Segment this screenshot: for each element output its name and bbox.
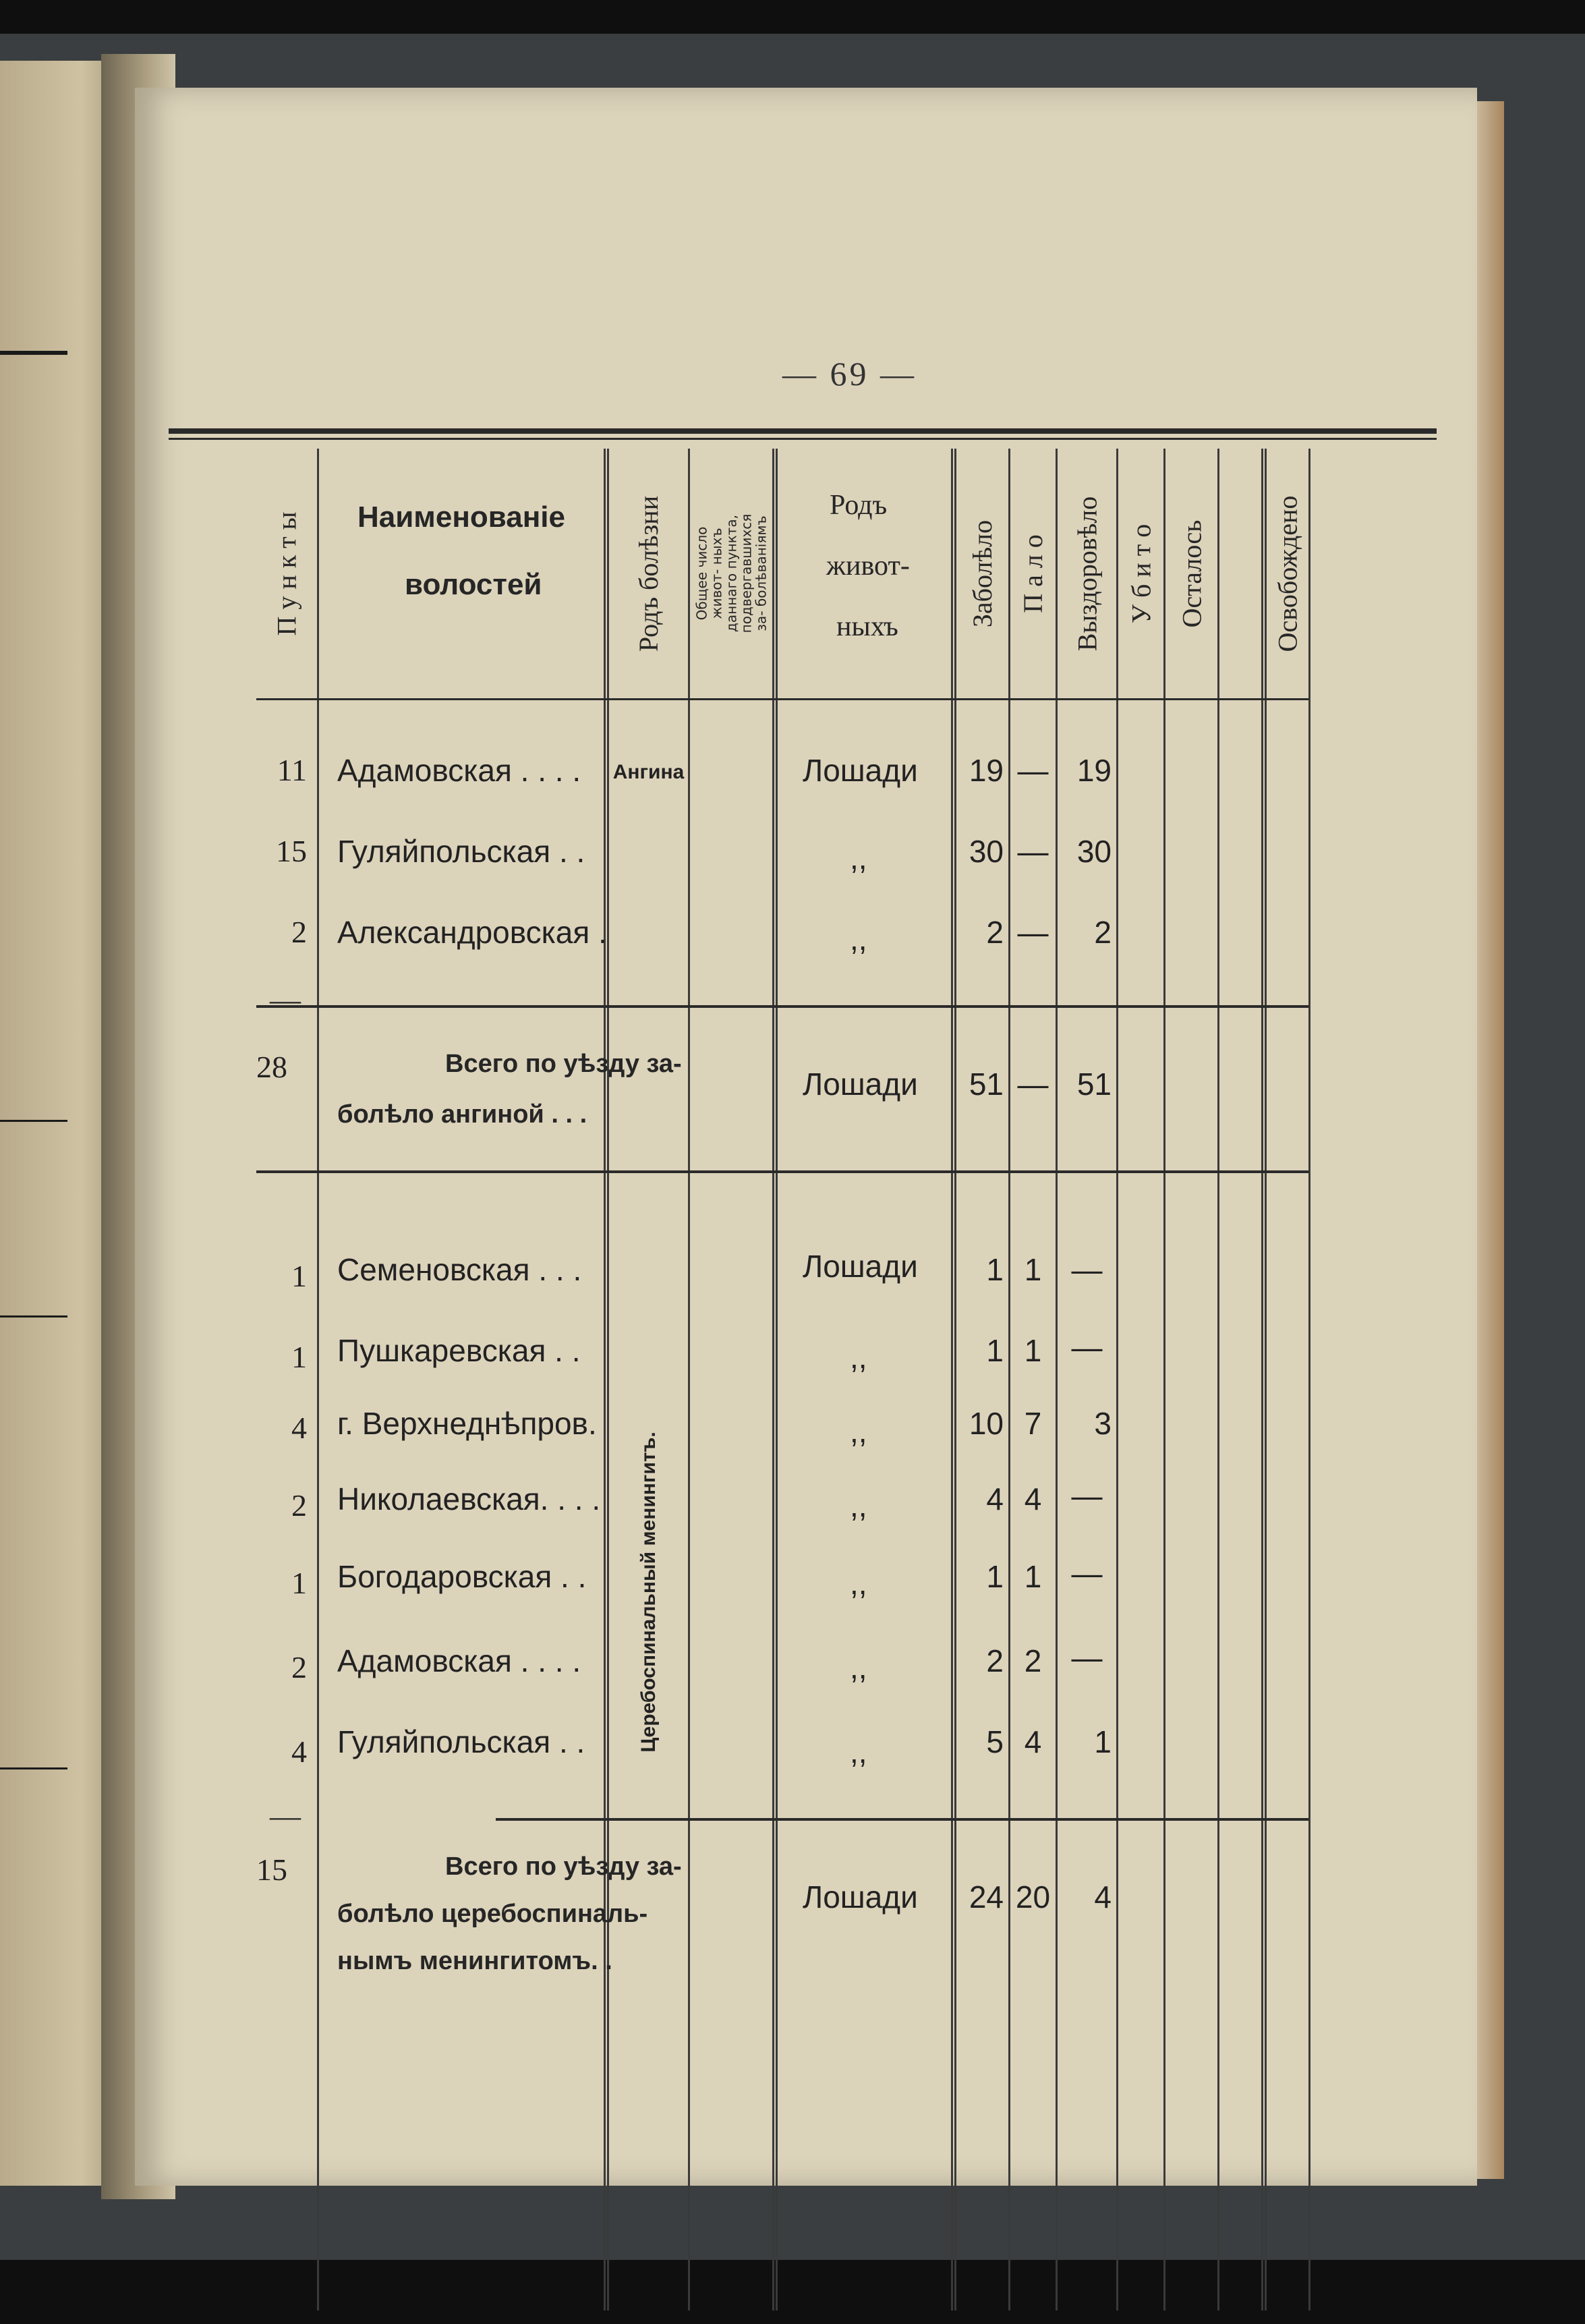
col-divider	[1056, 449, 1058, 2311]
men-row-7-animal: ,,	[850, 1734, 867, 1769]
top-rule	[169, 428, 1437, 434]
angina-row-3-zab: 2	[986, 915, 1004, 950]
angina-total-punkt: 28	[256, 1050, 287, 1084]
col-divider	[1261, 449, 1263, 2311]
angina-row-1-zab: 19	[969, 753, 1004, 788]
col-divider	[604, 449, 606, 2311]
men-row-3-palo: 7	[1024, 1406, 1042, 1441]
angina-row-3-vyz: 2	[1094, 915, 1112, 950]
men-row-2-palo: 1	[1024, 1333, 1042, 1368]
angina-group-bottom-rule	[256, 1170, 1308, 1173]
header-naimenovanie: Наименованіе	[357, 501, 565, 534]
angina-total-dash: —	[270, 982, 301, 1017]
men-row-3-name: г. Верхнеднѣпров.	[337, 1406, 597, 1441]
men-row-3-zab: 10	[969, 1406, 1004, 1441]
col-divider	[1163, 449, 1165, 2311]
col-divider	[1265, 449, 1267, 2311]
men-row-3-punkt: 4	[291, 1411, 307, 1445]
men-row-4-zab: 4	[986, 1481, 1004, 1517]
left-page-header	[13, 398, 34, 654]
col-divider	[1308, 449, 1310, 2311]
left-page-rule	[0, 1767, 67, 1769]
men-row-6-vyz: —	[1071, 1640, 1103, 1675]
header-rod-bolezni: Родъ болѣзни	[633, 495, 664, 652]
header-rod-1: Родъ	[830, 490, 888, 521]
header-palo: П а л о	[1018, 534, 1049, 613]
header-ostalos: Осталось	[1176, 519, 1207, 627]
men-row-2-zab: 1	[986, 1333, 1004, 1368]
angina-total-palo: —	[1017, 1067, 1049, 1102]
men-row-5-zab: 1	[986, 1559, 1004, 1594]
men-row-1-vyz: —	[1071, 1252, 1103, 1287]
col-divider	[954, 449, 956, 2311]
men-row-2-animal: ,,	[850, 1340, 867, 1375]
disease-meningitis: Церебоспинальный менингитъ.	[637, 1432, 660, 1753]
men-total-label-2: болѣло церебоспиналь-	[337, 1900, 648, 1928]
men-row-3-animal: ,,	[850, 1414, 867, 1449]
men-total-zab: 24	[969, 1879, 1004, 1915]
col-divider	[317, 449, 319, 2311]
men-row-2-vyz: —	[1071, 1330, 1103, 1365]
men-row-1-palo: 1	[1024, 1252, 1042, 1287]
men-total-rule	[496, 1818, 1308, 1821]
men-row-4-palo: 4	[1024, 1481, 1042, 1517]
men-row-2-punkt: 1	[291, 1340, 307, 1374]
angina-row-3-punkt: 2	[291, 915, 307, 949]
top-rule-thin	[169, 438, 1437, 440]
men-row-7-vyz: 1	[1094, 1724, 1112, 1759]
col-divider	[1008, 449, 1010, 2311]
men-row-6-punkt: 2	[291, 1650, 307, 1684]
angina-total-zab: 51	[969, 1067, 1004, 1102]
angina-row-2-palo: —	[1017, 834, 1049, 869]
angina-total-animal: Лошади	[803, 1067, 918, 1102]
men-row-6-animal: ,,	[850, 1650, 867, 1685]
header-zabolelo: Заболѣло	[967, 519, 998, 627]
angina-row-2-zab: 30	[969, 834, 1004, 869]
header-obshchee-chislo: Общее число живот- ныхъ даннаго пункта, подвергавшихся за- болѣваніямъ	[693, 513, 770, 633]
men-row-4-name: Николаевская. . . .	[337, 1481, 601, 1517]
angina-row-1-vyz: 19	[1076, 753, 1112, 788]
header-rod-3: ныхъ	[836, 611, 898, 642]
left-page-rule	[0, 1120, 67, 1122]
angina-row-1-punkt: 11	[277, 753, 307, 787]
header-ubito: У б и т о	[1126, 523, 1156, 623]
angina-total-label-2: болѣло ангиной . . .	[337, 1100, 587, 1129]
disease-angina: Ангина	[612, 761, 685, 783]
col-divider	[688, 449, 690, 2311]
col-divider	[776, 449, 778, 2311]
header-osvobozhdeno: Освобождено	[1272, 495, 1303, 652]
men-total-punkt: 15	[256, 1852, 287, 1887]
men-row-1-animal: Лошади	[803, 1249, 918, 1284]
men-row-4-animal: ,,	[850, 1488, 867, 1523]
page	[135, 88, 1477, 2186]
header-vyzdorovelo: Выздоровѣло	[1072, 496, 1102, 651]
header-rod-2: живот-	[826, 550, 910, 582]
men-row-5-name: Богодаровская . .	[337, 1559, 587, 1594]
men-row-7-palo: 4	[1024, 1724, 1042, 1759]
angina-row-1-animal: Лошади	[803, 753, 918, 788]
header-volostey: волостей	[405, 568, 542, 601]
men-total-label-1: Всего по уѣзду за-	[445, 1852, 682, 1881]
men-row-5-animal: ,,	[850, 1566, 867, 1601]
left-page-rule	[0, 1315, 67, 1317]
men-row-2-name: Пушкаревская . .	[337, 1333, 581, 1368]
men-row-3-vyz: 3	[1094, 1406, 1112, 1441]
angina-total-label-1: Всего по уѣзду за-	[445, 1050, 682, 1078]
header-bottom-rule	[256, 698, 1308, 700]
left-page-rule	[0, 351, 67, 355]
data-table	[256, 428, 1437, 2324]
men-row-7-punkt: 4	[291, 1734, 307, 1769]
angina-total-rule	[256, 1005, 1308, 1008]
angina-row-2-vyz: 30	[1076, 834, 1112, 869]
col-divider	[951, 449, 953, 2311]
men-row-4-vyz: —	[1071, 1478, 1103, 1513]
men-total-vyz: 4	[1094, 1879, 1112, 1915]
men-row-7-name: Гуляйпольская . .	[337, 1724, 585, 1759]
men-total-animal: Лошади	[803, 1879, 918, 1915]
men-row-1-zab: 1	[986, 1252, 1004, 1287]
men-row-5-vyz: —	[1071, 1556, 1103, 1591]
men-row-6-name: Адамовская . . . .	[337, 1643, 581, 1678]
men-row-7-zab: 5	[986, 1724, 1004, 1759]
angina-row-2-name: Гуляйпольская . .	[337, 834, 585, 869]
header-punkty: П у н к т ы	[271, 511, 302, 636]
angina-row-1-name: Адамовская . . . .	[337, 753, 581, 788]
men-row-1-name: Семеновская . . .	[337, 1252, 582, 1287]
men-row-6-zab: 2	[986, 1643, 1004, 1678]
angina-row-3-palo: —	[1017, 915, 1049, 950]
men-row-1-punkt: 1	[291, 1259, 307, 1293]
men-row-6-palo: 2	[1024, 1643, 1042, 1678]
angina-row-1-palo: —	[1017, 753, 1049, 788]
col-divider	[1217, 449, 1219, 2311]
col-divider	[1116, 449, 1118, 2311]
page-edge	[1477, 101, 1504, 2179]
men-total-label-3: нымъ менингитомъ. .	[337, 1947, 612, 1975]
men-row-4-punkt: 2	[291, 1488, 307, 1523]
angina-row-2-animal: ,,	[850, 841, 867, 876]
angina-row-2-punkt: 15	[276, 834, 307, 868]
angina-row-3-name: Александровская .	[337, 915, 607, 950]
men-total-dash: —	[270, 1798, 301, 1833]
angina-total-vyz: 51	[1076, 1067, 1112, 1102]
men-total-palo: 20	[1015, 1879, 1051, 1915]
men-row-5-palo: 1	[1024, 1559, 1042, 1594]
page-number: — 69 —	[782, 355, 917, 393]
men-row-5-punkt: 1	[291, 1566, 307, 1600]
col-divider	[772, 449, 774, 2311]
angina-row-3-animal: ,,	[850, 922, 867, 957]
